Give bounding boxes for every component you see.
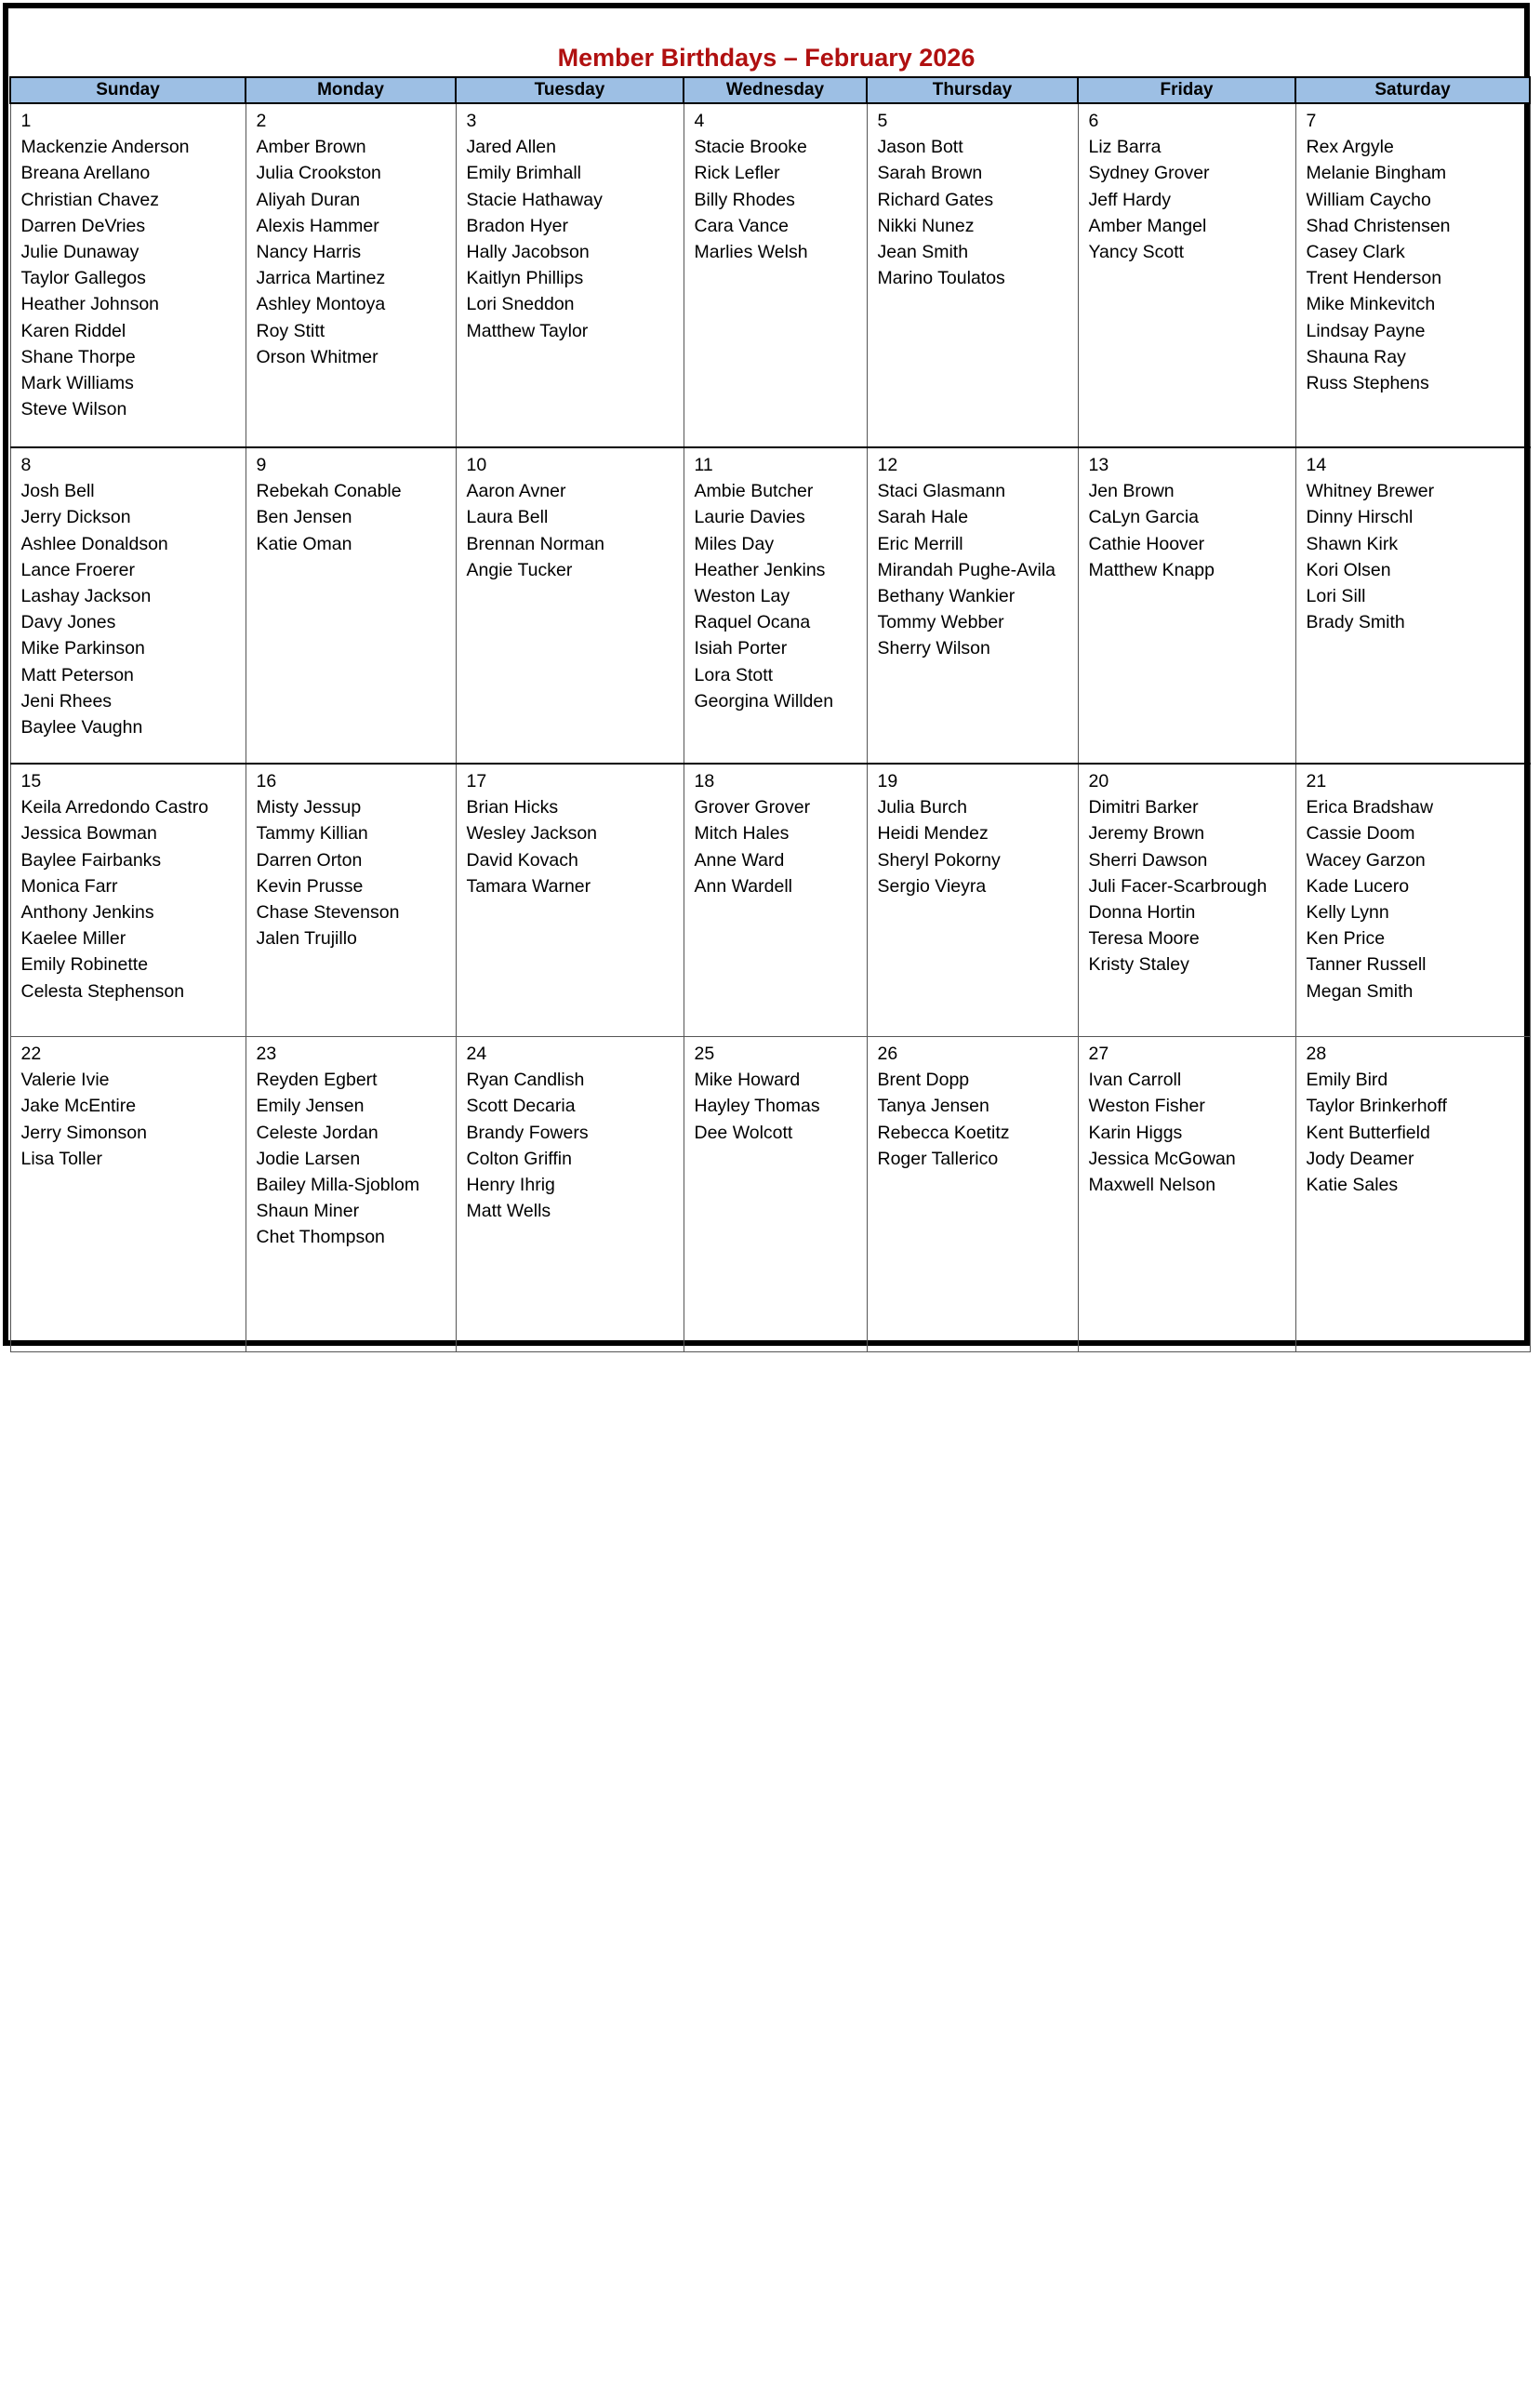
member-name: Alexis Hammer: [256, 215, 379, 236]
member-name: Colton Griffin: [466, 1148, 572, 1169]
member-name: Ashlee Donaldson: [20, 533, 168, 554]
member-name: Ashley Montoya: [256, 294, 386, 315]
member-name: Shaun Miner: [256, 1201, 360, 1222]
member-name: Roger Tallerico: [877, 1148, 999, 1169]
member-name: Jake McEntire: [20, 1096, 137, 1117]
member-name: Heather Johnson: [20, 294, 160, 315]
day-number: 28: [1306, 1044, 1327, 1064]
member-name: Jalen Trujillo: [256, 928, 357, 950]
member-name: Nikki Nunez: [877, 215, 975, 236]
member-name: Teresa Moore: [1088, 928, 1200, 950]
member-name: Reyden Egbert: [256, 1070, 378, 1091]
member-name: Sherry Wilson: [877, 638, 990, 659]
member-name: Jen Brown: [1088, 481, 1175, 502]
member-name: Erica Bradshaw: [1306, 797, 1434, 818]
member-name: Rick Lefler: [694, 163, 780, 184]
day-number: 15: [20, 771, 42, 791]
member-name: Sergio Vieyra: [877, 875, 987, 897]
member-name: Katie Sales: [1306, 1175, 1399, 1196]
day-cell: [867, 764, 1078, 1037]
member-name: Kent Butterfield: [1306, 1122, 1430, 1143]
week-row: [10, 764, 1530, 1037]
member-name: Josh Bell: [20, 481, 95, 502]
member-name: Ambie Butcher: [694, 481, 814, 502]
member-name: Wesley Jackson: [466, 823, 598, 845]
member-name: Kelly Lynn: [1306, 902, 1389, 924]
member-name: Kristy Staley: [1088, 954, 1189, 976]
member-name: Baylee Vaughn: [20, 717, 143, 738]
day-cell: [1078, 764, 1295, 1037]
member-name: Amber Brown: [256, 137, 366, 158]
member-name: Richard Gates: [877, 189, 994, 210]
member-name: Rex Argyle: [1306, 137, 1394, 158]
member-name: Billy Rhodes: [694, 189, 795, 210]
member-name: Dee Wolcott: [694, 1122, 793, 1143]
day-number: 24: [466, 1044, 487, 1064]
member-name: Emily Bird: [1306, 1070, 1388, 1091]
day-number: 13: [1088, 455, 1109, 475]
member-name: Brennan Norman: [466, 533, 604, 554]
member-name: Dimitri Barker: [1088, 797, 1199, 818]
member-name: Ann Wardell: [694, 875, 792, 897]
member-name: Brady Smith: [1306, 612, 1405, 633]
member-name: Hayley Thomas: [694, 1096, 820, 1117]
member-name: Yancy Scott: [1088, 242, 1185, 263]
member-name: Mike Minkevitch: [1306, 294, 1436, 315]
member-name: Tommy Webber: [877, 612, 1004, 633]
day-cell: [246, 764, 456, 1037]
day-number: 17: [466, 771, 487, 791]
member-name: Celeste Jordan: [256, 1122, 378, 1143]
member-name: Jody Deamer: [1306, 1148, 1414, 1169]
member-name: Jerry Dickson: [20, 507, 131, 528]
member-name: Christian Chavez: [20, 189, 159, 210]
day-number: 11: [694, 455, 713, 475]
day-number: 12: [877, 455, 898, 475]
member-name: Darren DeVries: [20, 215, 146, 236]
member-name: Cassie Doom: [1306, 823, 1415, 845]
member-name: Kaitlyn Phillips: [466, 268, 584, 289]
member-name: Juli Facer-Scarbrough: [1088, 875, 1268, 897]
day-number: 7: [1306, 111, 1317, 131]
day-number: 23: [256, 1044, 277, 1064]
week-row: [10, 447, 1530, 764]
day-number: 5: [877, 111, 888, 131]
member-name: Melanie Bingham: [1306, 163, 1447, 184]
member-name: Celesta Stephenson: [20, 980, 185, 1002]
member-name: Marlies Welsh: [694, 242, 808, 263]
member-name: Davy Jones: [20, 612, 116, 633]
member-name: Ken Price: [1306, 928, 1386, 950]
member-name: Marino Toulatos: [877, 268, 1005, 289]
weekday-header: Tuesday: [456, 77, 684, 103]
day-number: 20: [1088, 771, 1109, 791]
member-name: Lori Sill: [1306, 586, 1366, 607]
member-name: Lance Froerer: [20, 559, 135, 580]
day-cell: [684, 764, 867, 1037]
calendar-grid: [9, 76, 1531, 1352]
member-name: Stacie Hathaway: [466, 189, 603, 210]
member-name: Sarah Hale: [877, 507, 969, 528]
day-number: 16: [256, 771, 277, 791]
member-name: Eric Merrill: [877, 533, 963, 554]
weekday-header: Sunday: [10, 77, 246, 103]
member-name: Jared Allen: [466, 137, 556, 158]
member-name: Tanner Russell: [1306, 954, 1427, 976]
calendar-title: Member Birthdays – February 2026: [557, 44, 976, 72]
day-cell: [1295, 447, 1530, 764]
weekday-header: Monday: [246, 77, 456, 103]
member-name: Jodie Larsen: [256, 1148, 361, 1169]
day-cell: [1295, 764, 1530, 1037]
member-name: Sheryl Pokorny: [877, 849, 1001, 871]
member-name: Weston Lay: [694, 586, 790, 607]
day-number: 19: [877, 771, 898, 791]
member-name: Sydney Grover: [1088, 163, 1210, 184]
member-name: Rebecca Koetitz: [877, 1122, 1010, 1143]
day-cell: [867, 1037, 1078, 1352]
member-name: Matt Peterson: [20, 664, 134, 685]
member-name: Tamara Warner: [466, 875, 591, 897]
member-name: William Caycho: [1306, 189, 1431, 210]
member-name: Jean Smith: [877, 242, 969, 263]
day-cell: [10, 103, 246, 447]
day-cell: [456, 103, 684, 447]
member-name: Miles Day: [694, 533, 775, 554]
member-name: Taylor Brinkerhoff: [1306, 1096, 1447, 1117]
day-cell: [867, 103, 1078, 447]
weekday-header: Friday: [1078, 77, 1295, 103]
member-name: Ben Jensen: [256, 507, 352, 528]
member-name: Bethany Wankier: [877, 586, 1016, 607]
member-name: Jarrica Martinez: [256, 268, 386, 289]
day-cell: [456, 447, 684, 764]
member-name: Breana Arellano: [20, 163, 151, 184]
member-name: Kaelee Miller: [20, 928, 126, 950]
member-name: Chase Stevenson: [256, 902, 400, 924]
member-name: Georgina Willden: [694, 690, 834, 712]
day-cell: [10, 1037, 246, 1352]
member-name: Mike Howard: [694, 1070, 801, 1091]
day-cell: [246, 1037, 456, 1352]
member-name: Taylor Gallegos: [20, 268, 146, 289]
weekday-header: Thursday: [867, 77, 1078, 103]
member-name: Stacie Brooke: [694, 137, 807, 158]
member-name: Emily Brimhall: [466, 163, 582, 184]
member-name: Cathie Hoover: [1088, 533, 1205, 554]
day-number: 22: [20, 1044, 42, 1064]
member-name: Matthew Knapp: [1088, 559, 1215, 580]
member-name: Dinny Hirschl: [1306, 507, 1414, 528]
member-name: Mitch Hales: [694, 823, 790, 845]
member-name: Chet Thompson: [256, 1227, 385, 1248]
member-name: Brandy Fowers: [466, 1122, 589, 1143]
day-number: 14: [1306, 455, 1327, 475]
member-name: Wacey Garzon: [1306, 849, 1426, 871]
day-number: 1: [20, 111, 32, 131]
member-name: Ivan Carroll: [1088, 1070, 1182, 1091]
member-name: Bailey Milla-Sjoblom: [256, 1175, 420, 1196]
day-number: 8: [20, 455, 32, 475]
member-name: Staci Glasmann: [877, 481, 1006, 502]
member-name: Mackenzie Anderson: [20, 137, 190, 158]
member-name: Valerie Ivie: [20, 1070, 110, 1091]
member-name: Casey Clark: [1306, 242, 1405, 263]
member-name: Jeremy Brown: [1088, 823, 1205, 845]
member-name: Bradon Hyer: [466, 215, 568, 236]
member-name: Raquel Ocana: [694, 612, 811, 633]
weekday-header: Saturday: [1295, 77, 1530, 103]
member-name: Whitney Brewer: [1306, 481, 1435, 502]
member-name: Julia Crookston: [256, 163, 381, 184]
member-name: Baylee Fairbanks: [20, 849, 162, 871]
weekday-header-row: [10, 77, 1530, 103]
member-name: Jason Bott: [877, 137, 963, 158]
member-name: Julie Dunaway: [20, 242, 139, 263]
day-cell: [684, 447, 867, 764]
member-name: Laura Bell: [466, 507, 549, 528]
day-number: 4: [694, 111, 705, 131]
member-name: Monica Farr: [20, 875, 118, 897]
day-cell: [1078, 103, 1295, 447]
member-name: Angie Tucker: [466, 559, 573, 580]
member-name: Steve Wilson: [20, 399, 127, 420]
day-cell: [10, 764, 246, 1037]
member-name: Kori Olsen: [1306, 559, 1391, 580]
day-cell: [867, 447, 1078, 764]
member-name: Nancy Harris: [256, 242, 362, 263]
member-name: Hally Jacobson: [466, 242, 590, 263]
member-name: Laurie Davies: [694, 507, 805, 528]
member-name: CaLyn Garcia: [1088, 507, 1199, 528]
member-name: Misty Jessup: [256, 797, 362, 818]
member-name: Cara Vance: [694, 215, 790, 236]
day-number: 3: [466, 111, 477, 131]
day-number: 25: [694, 1044, 715, 1064]
member-name: Donna Hortin: [1088, 902, 1196, 924]
week-row: [10, 103, 1530, 447]
weekday-header: Wednesday: [684, 77, 867, 103]
member-name: Ryan Candlish: [466, 1070, 585, 1091]
member-name: Brian Hicks: [466, 797, 559, 818]
day-number: 26: [877, 1044, 898, 1064]
member-name: Jeff Hardy: [1088, 189, 1172, 210]
member-name: Heather Jenkins: [694, 559, 826, 580]
member-name: Keila Arredondo Castro: [20, 797, 209, 818]
member-name: Henry Ihrig: [466, 1175, 555, 1196]
day-cell: [456, 1037, 684, 1352]
member-name: Emily Robinette: [20, 954, 149, 976]
member-name: Russ Stephens: [1306, 373, 1429, 394]
member-name: Shad Christensen: [1306, 215, 1451, 236]
day-cell: [456, 764, 684, 1037]
member-name: Karin Higgs: [1088, 1122, 1183, 1143]
member-name: Shawn Kirk: [1306, 533, 1399, 554]
day-cell: [1078, 1037, 1295, 1352]
member-name: Emily Jensen: [256, 1096, 365, 1117]
member-name: Mirandah Pughe-Avila: [877, 559, 1056, 580]
member-name: Maxwell Nelson: [1088, 1175, 1216, 1196]
member-name: Matt Wells: [466, 1201, 551, 1222]
member-name: Matthew Taylor: [466, 320, 589, 341]
member-name: Anthony Jenkins: [20, 902, 154, 924]
member-name: David Kovach: [466, 849, 578, 871]
member-name: Mark Williams: [20, 373, 134, 394]
member-name: Sherri Dawson: [1088, 849, 1208, 871]
day-cell: [1078, 447, 1295, 764]
member-name: Karen Riddel: [20, 320, 126, 341]
member-name: Aaron Avner: [466, 481, 566, 502]
member-name: Rebekah Conable: [256, 481, 402, 502]
day-cell: [684, 103, 867, 447]
member-name: Lindsay Payne: [1306, 320, 1426, 341]
member-name: Mike Parkinson: [20, 638, 145, 659]
member-name: Megan Smith: [1306, 980, 1414, 1002]
member-name: Tanya Jensen: [877, 1096, 989, 1117]
day-number: 18: [694, 771, 715, 791]
member-name: Lisa Toller: [20, 1148, 102, 1169]
member-name: Lori Sneddon: [466, 294, 575, 315]
day-cell: [1295, 103, 1530, 447]
day-number: 9: [256, 455, 267, 475]
day-cell: [1295, 1037, 1530, 1352]
member-name: Lora Stott: [694, 664, 774, 685]
member-name: Sarah Brown: [877, 163, 983, 184]
day-cell: [684, 1037, 867, 1352]
member-name: Brent Dopp: [877, 1070, 970, 1091]
member-name: Jessica Bowman: [20, 823, 157, 845]
day-cell: [246, 447, 456, 764]
member-name: Kade Lucero: [1306, 875, 1410, 897]
member-name: Aliyah Duran: [256, 189, 361, 210]
day-number: 2: [256, 111, 267, 131]
member-name: Julia Burch: [877, 797, 967, 818]
member-name: Kevin Prusse: [256, 875, 364, 897]
member-name: Weston Fisher: [1088, 1096, 1205, 1117]
member-name: Isiah Porter: [694, 638, 788, 659]
member-name: Liz Barra: [1088, 137, 1162, 158]
member-name: Grover Grover: [694, 797, 811, 818]
member-name: Jeni Rhees: [20, 690, 113, 712]
member-name: Tammy Killian: [256, 823, 368, 845]
member-name: Jerry Simonson: [20, 1122, 147, 1143]
member-name: Roy Stitt: [256, 320, 325, 341]
member-name: Jessica McGowan: [1088, 1148, 1236, 1169]
member-name: Heidi Mendez: [877, 823, 989, 845]
week-row: [10, 1037, 1530, 1352]
day-number: 21: [1306, 771, 1327, 791]
member-name: Katie Oman: [256, 533, 352, 554]
day-cell: [246, 103, 456, 447]
day-cell: [10, 447, 246, 764]
member-name: Darren Orton: [256, 849, 363, 871]
member-name: Trent Henderson: [1306, 268, 1442, 289]
member-name: Shane Thorpe: [20, 346, 136, 367]
member-name: Lashay Jackson: [20, 586, 152, 607]
day-number: 6: [1088, 111, 1099, 131]
member-name: Orson Whitmer: [256, 346, 378, 367]
member-name: Amber Mangel: [1088, 215, 1207, 236]
day-number: 10: [466, 455, 487, 475]
member-name: Shauna Ray: [1306, 346, 1406, 367]
member-name: Anne Ward: [694, 849, 785, 871]
member-name: Scott Decaria: [466, 1096, 576, 1117]
day-number: 27: [1088, 1044, 1109, 1064]
